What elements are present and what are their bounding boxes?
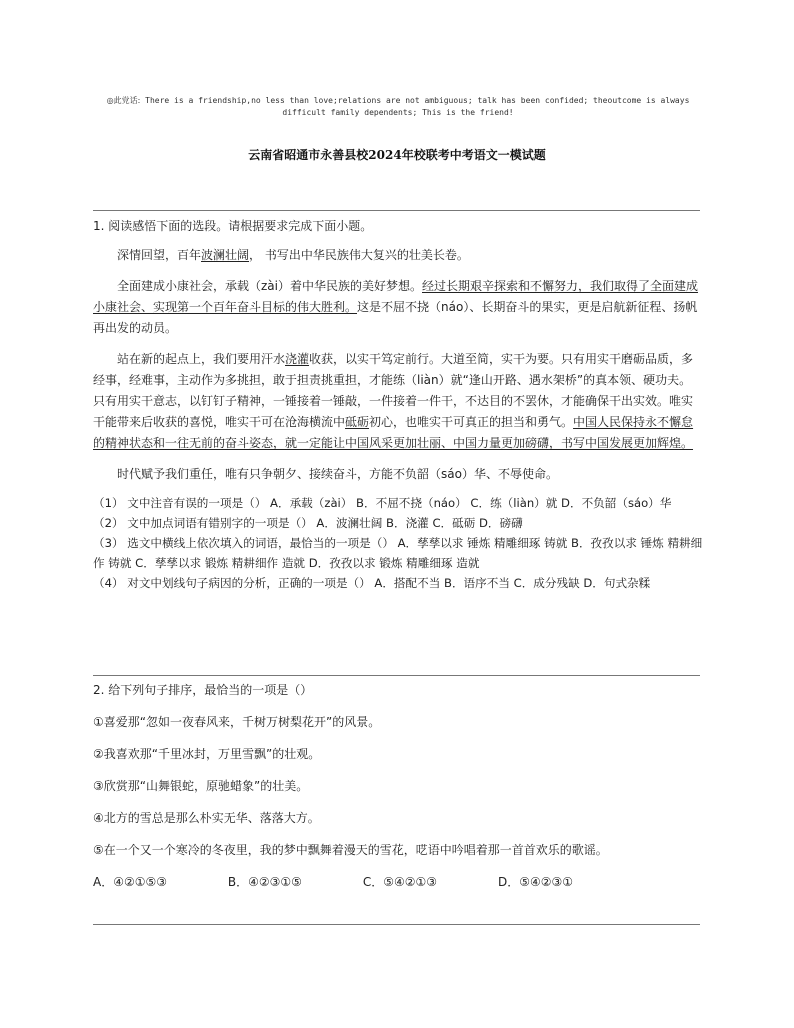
underlined-text: 波澜壮阔 (201, 248, 250, 262)
text-span: 深情回望，百年 (117, 248, 202, 262)
q2-sentence-4: ④北方的雪总是那么朴实无华、落落大方。 (93, 811, 320, 825)
divider-bottom (93, 924, 700, 925)
option-c[interactable]: C．⑤④②①③ (362, 875, 438, 889)
q1-prompt: 1. 阅读感悟下面的选段。请根据要求完成下面小题。 (93, 219, 373, 233)
page-title: 云南省昭通市永善县校2024年校联考中考语文一模试题 (248, 148, 546, 162)
q2-sentence-1: ①喜爱那“忽如一夜春风来，千树万树梨花开”的风景。 (93, 715, 381, 729)
divider-middle (93, 675, 700, 676)
motto-text: There is a friendship,no less than love;relations are not ambiguous; talk has been confided; theoutcome is always (145, 96, 690, 105)
underlined-text: 中国人民保持永不懈怠的精神状态和一往无前的奋斗姿态，就一定能让中国风采更加壮丽、中国力量更加磅礴，书写中国发展更加辉煌。 (93, 415, 694, 450)
option-d[interactable]: D．⑤④②③① (497, 875, 573, 889)
q1-paragraph-2 (93, 276, 703, 339)
text-span: 这是不屈不挠（náo）、长期奋斗的果实，更是启航新征程、扬帆再出发的动员。 (93, 300, 698, 335)
q1-paragraph-1 (93, 245, 703, 266)
q2-prompt: 2. 给下列句子排序，最恰当的一项是（） (93, 683, 313, 697)
text-span: 站在新的起点上，我们要用汗水 (117, 352, 286, 366)
text-span: 收获，以实干笃定前行。大道至简，实干为要。只有用实干磨砺品质，多经事，经难事，主动作为多挑担，敢于担责挑重担，才能练（liàn）就“逢山开路、遇水架桥”的真本领、硬功夫。只有用实干意志，以钉钉子精神，一锤接着一锤敲，一件接着一件干，不达目的不罢休，才能确保干出实效。唯实干能带来后收获的喜悦，唯实干可在沧海横流中 (93, 352, 694, 429)
text-span: 全面建成小康社会，承载（zài）着中华民族的美好梦想。 (117, 279, 422, 293)
q1-sub-4: （4） 对文中划线句子病因的分析，正确的一项是（） A．搭配不当 B．语序不当 C．成分残缺 D．句式杂糅 (93, 576, 651, 590)
option-b[interactable]: B．④②③①⑤ (227, 875, 302, 889)
q2-sentence-3: ③欣赏那“山舞银蛇，原驰蜡象”的壮美。 (93, 779, 309, 793)
text-span: ， 书写出中华民族伟大复兴的壮美长卷。 (249, 248, 469, 262)
underlined-text: 砥砺 (345, 415, 370, 429)
q2-options (93, 872, 573, 892)
q1-sub-2: （2） 文中加点词语有错别字的一项是（） A．波澜壮阔 B．浇灌 C．砥砺 D．磅礴 (93, 516, 523, 530)
underlined-text: 浇灌 (285, 352, 310, 366)
q1-paragraph-4: 时代赋予我们重任，唯有只争朝夕、接续奋斗，方能不负韶（sáo）华、不辱使命。 (117, 467, 558, 481)
question-2 (93, 680, 703, 892)
question-1 (93, 216, 703, 593)
divider-top (93, 210, 700, 211)
option-a[interactable]: A．④②①⑤③ (93, 875, 167, 889)
motto-label: ◎此党话: (106, 96, 141, 105)
q2-sentence-5: ⑤在一个又一个寒冷的冬夜里，我的梦中飘舞着漫天的雪花，呓语中吟唱着那一首首欢乐的歌谣。 (93, 843, 608, 857)
header-motto (93, 95, 703, 119)
text-span: 初心，也唯实干可真正的担当和勇气。 (369, 415, 574, 429)
underlined-text: 经过长期艰辛探索和不懈努力，我们取得了全面建成小康社会、实现第一个百年奋斗目标的伟大胜利。 (93, 279, 699, 314)
q2-sentence-2: ②我喜欢那“千里冰封，万里雪飘”的壮观。 (93, 747, 321, 761)
motto-text-2: difficult family dependents; This is the friend! (282, 108, 514, 117)
q1-sub-1: （1） 文中注音有误的一项是（） A．承载（zài） B．不屈不挠（náo） C．练（liàn）就 D．不负韶（sáo）华 (93, 496, 672, 510)
q1-sub-3: （3） 选文中横线上依次填入的词语，最恰当的一项是（） A．孳孳以求 锤炼 精雕细琢 铸就 B．孜孜以求 锤炼 精耕细作 铸就 C．孳孳以求 锻炼 精耕细作 造就 D．孜孜以求 锻炼 精雕细琢 造就 (93, 536, 703, 570)
q1-paragraph-3 (93, 349, 703, 454)
